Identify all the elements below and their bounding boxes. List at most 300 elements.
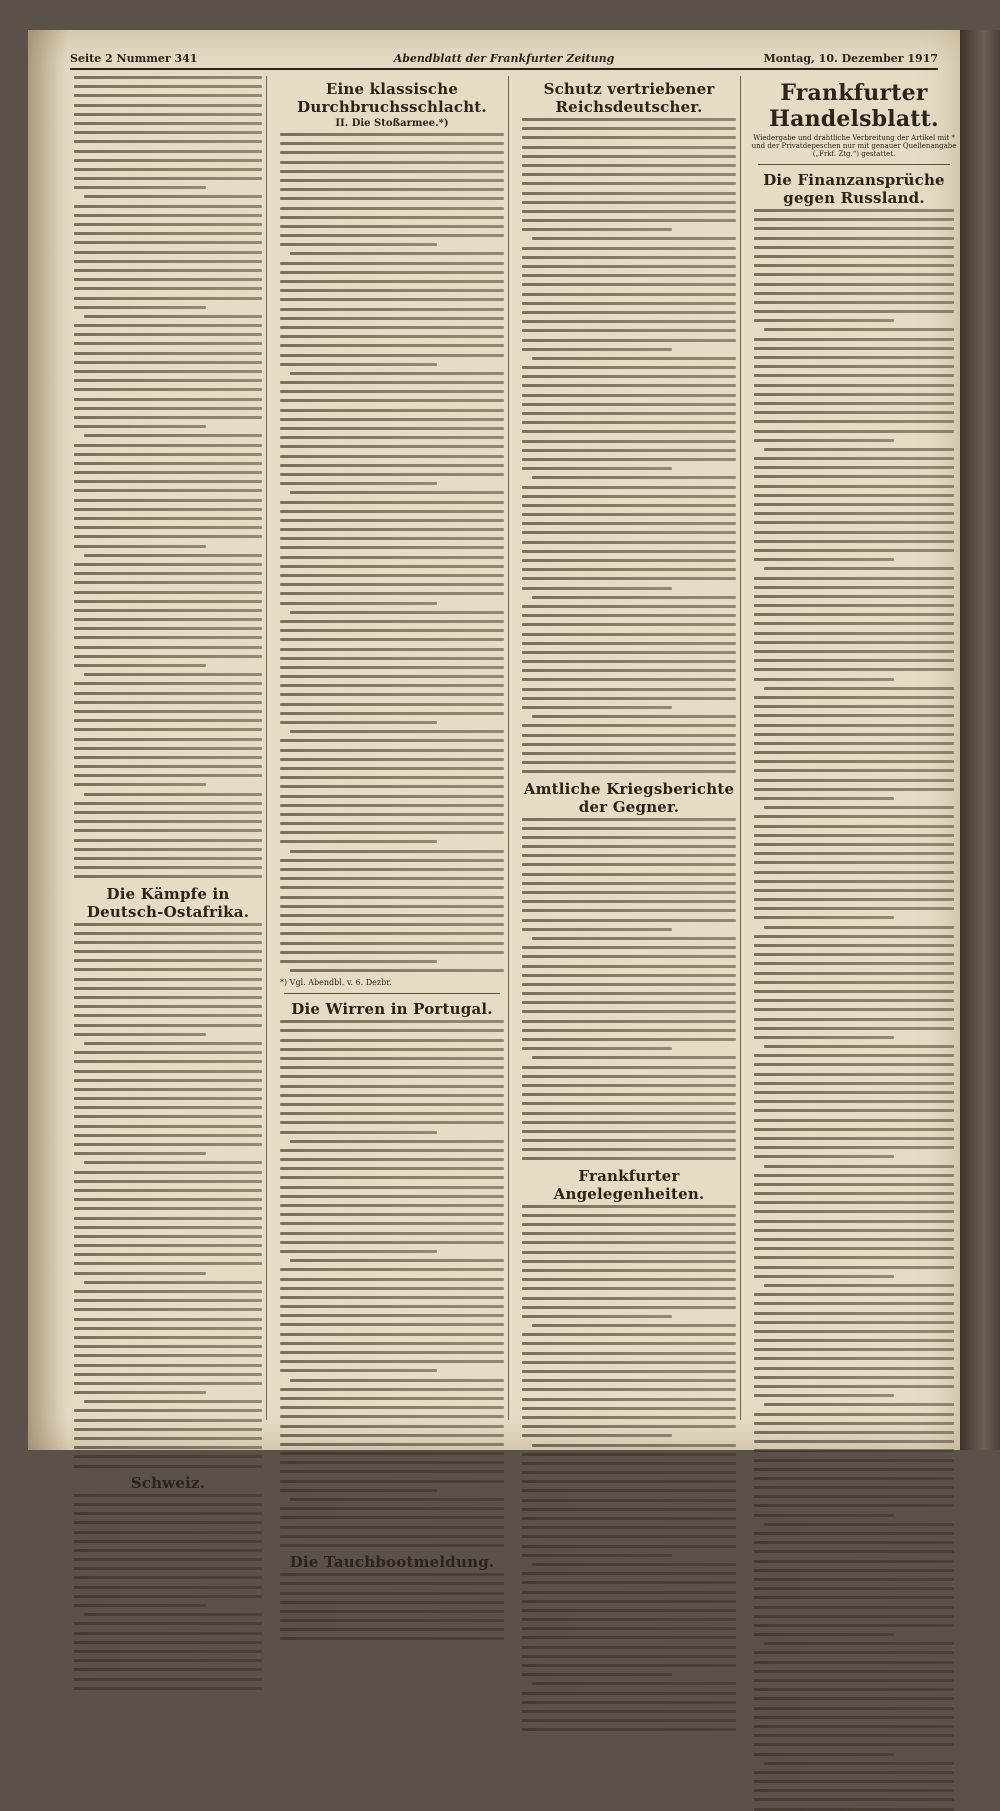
text-line [522,283,736,286]
article-body [518,1205,740,1732]
text-line [754,1532,954,1535]
text-line [764,1403,954,1406]
text-line [754,1449,954,1452]
text-line [522,743,736,746]
text-line [754,641,954,644]
text-line [280,363,437,366]
text-line [74,1290,262,1293]
text-line [522,440,736,443]
text-line [754,273,954,276]
text-line [74,978,262,981]
text-line [522,504,736,507]
headline-handelsblatt: Frankfurter Handelsblatt. [769,80,939,132]
text-line [74,682,262,685]
text-line [280,142,504,145]
text-line [522,228,672,231]
text-line [280,960,437,963]
text-line [280,749,504,752]
text-line [280,831,504,834]
text-line [754,1266,954,1269]
text-line [754,1128,954,1131]
text-line [74,1217,262,1220]
text-line [280,473,504,476]
text-line [74,535,262,538]
text-line [754,696,954,699]
text-line [74,517,262,520]
text-line [280,886,504,889]
text-line [522,660,736,663]
text-line [754,1431,954,1434]
text-line [522,974,736,977]
text-line [754,1293,954,1296]
text-line [754,1550,954,1553]
text-line [74,342,262,345]
text-line [522,633,736,636]
text-line [522,1214,736,1217]
text-line [280,1020,504,1023]
text-line [522,302,736,305]
text-line [84,1613,262,1616]
text-line [754,512,954,515]
text-line [522,669,736,672]
text-line [280,1268,504,1271]
text-line [74,848,262,851]
text-line [754,237,954,240]
text-line [754,1385,954,1388]
text-line [754,503,954,506]
text-line [280,896,504,899]
text-line [74,1455,262,1458]
text-line [754,1504,954,1507]
text-line [522,882,736,885]
text-line [754,365,954,368]
text-line [522,1398,736,1401]
text-line [754,659,954,662]
text-line [522,210,736,213]
text-line [280,1369,437,1372]
text-line [74,1005,262,1008]
text-line [74,996,262,999]
text-line [280,179,504,182]
text-line [754,678,894,681]
text-line [74,1549,262,1552]
text-line [280,207,504,210]
text-line [280,1425,504,1428]
text-line [754,549,954,552]
text-line [280,298,504,301]
text-line [532,1563,736,1566]
text-line [74,324,262,327]
text-line [74,857,262,860]
text-line [74,1668,262,1671]
text-line [754,1330,954,1333]
divider [284,993,500,994]
text-line [74,104,262,107]
text-line [754,246,954,249]
text-line [280,528,504,531]
text-line [84,1400,262,1403]
text-line [754,962,954,965]
text-line [522,394,736,397]
text-line [522,136,736,139]
text-line [522,854,736,857]
text-line [764,448,954,451]
text-line [754,604,954,607]
text-line [74,747,262,750]
text-line [74,1033,206,1036]
text-line [74,416,262,419]
text-line [522,1710,736,1713]
text-line [522,1554,672,1557]
text-line [280,1397,504,1400]
text-line [532,937,736,940]
text-line [280,1637,504,1640]
text-line [754,1670,954,1673]
text-line [532,1682,736,1685]
text-line [74,1521,262,1524]
text-line [280,583,504,586]
text-line [754,1651,954,1654]
text-line [522,1205,736,1208]
article-body [750,209,958,1811]
text-line [522,678,736,681]
text-line [522,1462,736,1465]
text-line [522,697,736,700]
text-line [522,845,736,848]
headline-kriegsberichte: Amtliche Kriegsberichte der Gegner. [523,779,735,816]
text-line [280,712,504,715]
text-line [754,1753,894,1756]
text-line [522,1102,736,1105]
text-line [522,734,736,737]
text-line [280,1406,504,1409]
text-line [280,390,504,393]
text-line [522,320,736,323]
text-line [754,1376,954,1379]
text-line [522,1342,736,1345]
text-line [280,1582,504,1585]
text-line [74,1299,262,1302]
text-line [280,445,504,448]
text-line [280,905,504,908]
text-line [522,1029,736,1032]
text-line [754,843,954,846]
text-line [74,1586,262,1589]
text-line [522,1333,736,1336]
text-line [754,1422,954,1425]
text-line [754,898,954,901]
text-line [280,1176,504,1179]
text-line [522,559,736,562]
text-line [74,379,262,382]
headline-reichsdeutscher: Schutz vertriebener Reichsdeutscher. [543,80,715,116]
text-line [280,1480,504,1483]
text-line [522,1223,736,1226]
text-line [522,1278,736,1281]
text-line [754,981,954,984]
text-line [754,632,954,635]
text-line [522,827,736,830]
text-line [522,706,672,709]
text-line [754,815,954,818]
text-line [522,577,736,580]
text-line [74,839,262,842]
text-line [74,866,262,869]
text-line [74,1494,262,1497]
text-line [74,1024,262,1027]
text-line [522,1627,736,1630]
text-line [280,840,437,843]
text-line [754,1109,954,1112]
text-line [74,941,262,944]
text-line [754,760,954,763]
text-line [522,1535,736,1538]
text-line [754,724,954,727]
text-line [84,554,262,557]
text-line [74,719,262,722]
text-line [74,499,262,502]
text-line [74,140,262,143]
text-line [522,339,736,342]
text-line [522,1646,736,1649]
text-line [74,1567,262,1570]
text-line [754,1027,954,1030]
text-line [522,891,736,894]
text-line [522,1655,736,1658]
text-line [522,1701,736,1704]
text-line [280,1573,504,1576]
text-line [754,1174,954,1177]
text-line [74,627,262,630]
text-line [522,412,736,415]
issue-date: Montag, 10. Dezember 1917 [763,52,938,65]
text-line [74,361,262,364]
text-line [74,223,262,226]
text-line [522,992,736,995]
text-line [280,776,504,779]
text-line [522,900,736,903]
text-line [754,769,954,772]
text-line [754,1413,954,1416]
text-line [522,1241,736,1244]
text-line [74,1198,262,1201]
masthead [70,50,938,70]
text-line [532,357,736,360]
text-line [280,501,504,504]
headline-durchbruchsschlacht: Eine klassische Durchbruchsschlacht. [297,80,487,116]
text-line [522,1297,736,1300]
text-line [280,1415,504,1418]
text-line [522,384,736,387]
text-line [754,595,954,598]
text-line [754,668,954,671]
text-line [522,873,736,876]
text-line [280,537,504,540]
text-line [754,880,954,883]
text-line [754,742,954,745]
text-line [522,219,736,222]
text-line [74,618,262,621]
text-line [522,1618,736,1621]
text-line [280,1278,504,1281]
text-line [74,1659,262,1662]
text-line [280,197,504,200]
text-line [754,1486,954,1489]
text-line [74,85,262,88]
text-line [280,170,504,173]
text-line [74,1152,206,1155]
text-line [522,1232,736,1235]
text-line [74,563,262,566]
text-line [754,1183,954,1186]
text-line [754,540,954,543]
text-line [280,1075,504,1078]
text-line [74,820,262,823]
text-line [754,889,954,892]
text-line [74,636,262,639]
text-line [74,508,262,511]
text-line [522,623,736,626]
text-line [522,1352,736,1355]
text-line [522,1306,736,1309]
text-line [280,1443,504,1446]
text-line [754,1477,954,1480]
text-line [280,436,504,439]
text-line [522,836,736,839]
text-line [522,1361,736,1364]
text-line [280,225,504,228]
text-line [754,1073,954,1076]
text-line [754,558,894,561]
text-line [280,188,504,191]
text-line [754,1063,954,1066]
text-line [522,329,736,332]
text-line [74,728,262,731]
text-line [754,1119,954,1122]
text-line [74,269,262,272]
text-line [522,1020,736,1023]
text-line [74,1060,262,1063]
text-line [74,1419,262,1422]
text-line [754,834,954,837]
text-line [280,1094,504,1097]
text-line [522,495,736,498]
text-line [754,1798,954,1801]
text-line [74,1318,262,1321]
text-line [280,317,504,320]
text-line [280,418,504,421]
text-line [74,278,262,281]
text-line [74,1512,262,1515]
text-line [522,173,736,176]
text-line [754,1321,954,1324]
text-line [754,1633,894,1636]
text-line [754,1008,954,1011]
text-line [74,1097,262,1100]
text-line [280,326,504,329]
text-line [754,1468,954,1471]
text-line [754,861,954,864]
text-line [74,444,262,447]
text-line [522,522,736,525]
text-line [522,1591,736,1594]
text-line [280,877,504,880]
text-line [280,381,504,384]
text-line [74,609,262,612]
text-line [754,521,954,524]
text-line [754,1495,954,1498]
text-line [532,237,736,240]
text-line [754,1541,954,1544]
text-line [74,756,262,759]
text-line [754,586,954,589]
text-line [74,388,262,391]
text-line [280,262,504,265]
text-line [290,1379,504,1382]
text-line [74,1531,262,1534]
text-line [522,256,736,259]
text-line [522,605,736,608]
text-line [754,1514,894,1517]
text-line [522,293,736,296]
text-line [754,1256,954,1259]
text-line [522,348,672,351]
text-line [280,1158,504,1161]
text-line [522,449,736,452]
text-line [280,1149,504,1152]
text-line [74,177,262,180]
text-line [522,274,736,277]
text-line [74,186,206,189]
text-line [754,1615,954,1618]
text-line [280,344,504,347]
text-line [280,868,504,871]
text-line [522,1719,736,1722]
text-line [522,467,672,470]
text-line [74,168,262,171]
text-line [280,1186,504,1189]
text-line [522,955,736,958]
text-line [280,243,437,246]
text-line [754,705,954,708]
text-line [280,216,504,219]
text-line [74,159,262,162]
text-line [754,1339,954,1342]
headline-portugal: Die Wirren in Portugal. [291,1000,493,1019]
text-line [74,1558,262,1561]
text-line [74,545,206,548]
text-line [764,926,954,929]
text-line [74,1262,262,1265]
text-line [754,301,954,304]
text-line [754,907,954,910]
text-line [280,1601,504,1604]
text-line [280,684,504,687]
text-line [754,1036,894,1039]
text-line [754,1238,954,1241]
text-line [280,1287,504,1290]
text-line [280,859,504,862]
text-line [522,430,736,433]
text-line [522,403,736,406]
text-line [522,965,736,968]
text-line [522,366,736,369]
text-line [522,1434,672,1437]
text-line [522,770,736,773]
text-line [290,730,504,733]
text-line [74,600,262,603]
text-line [280,1296,504,1299]
